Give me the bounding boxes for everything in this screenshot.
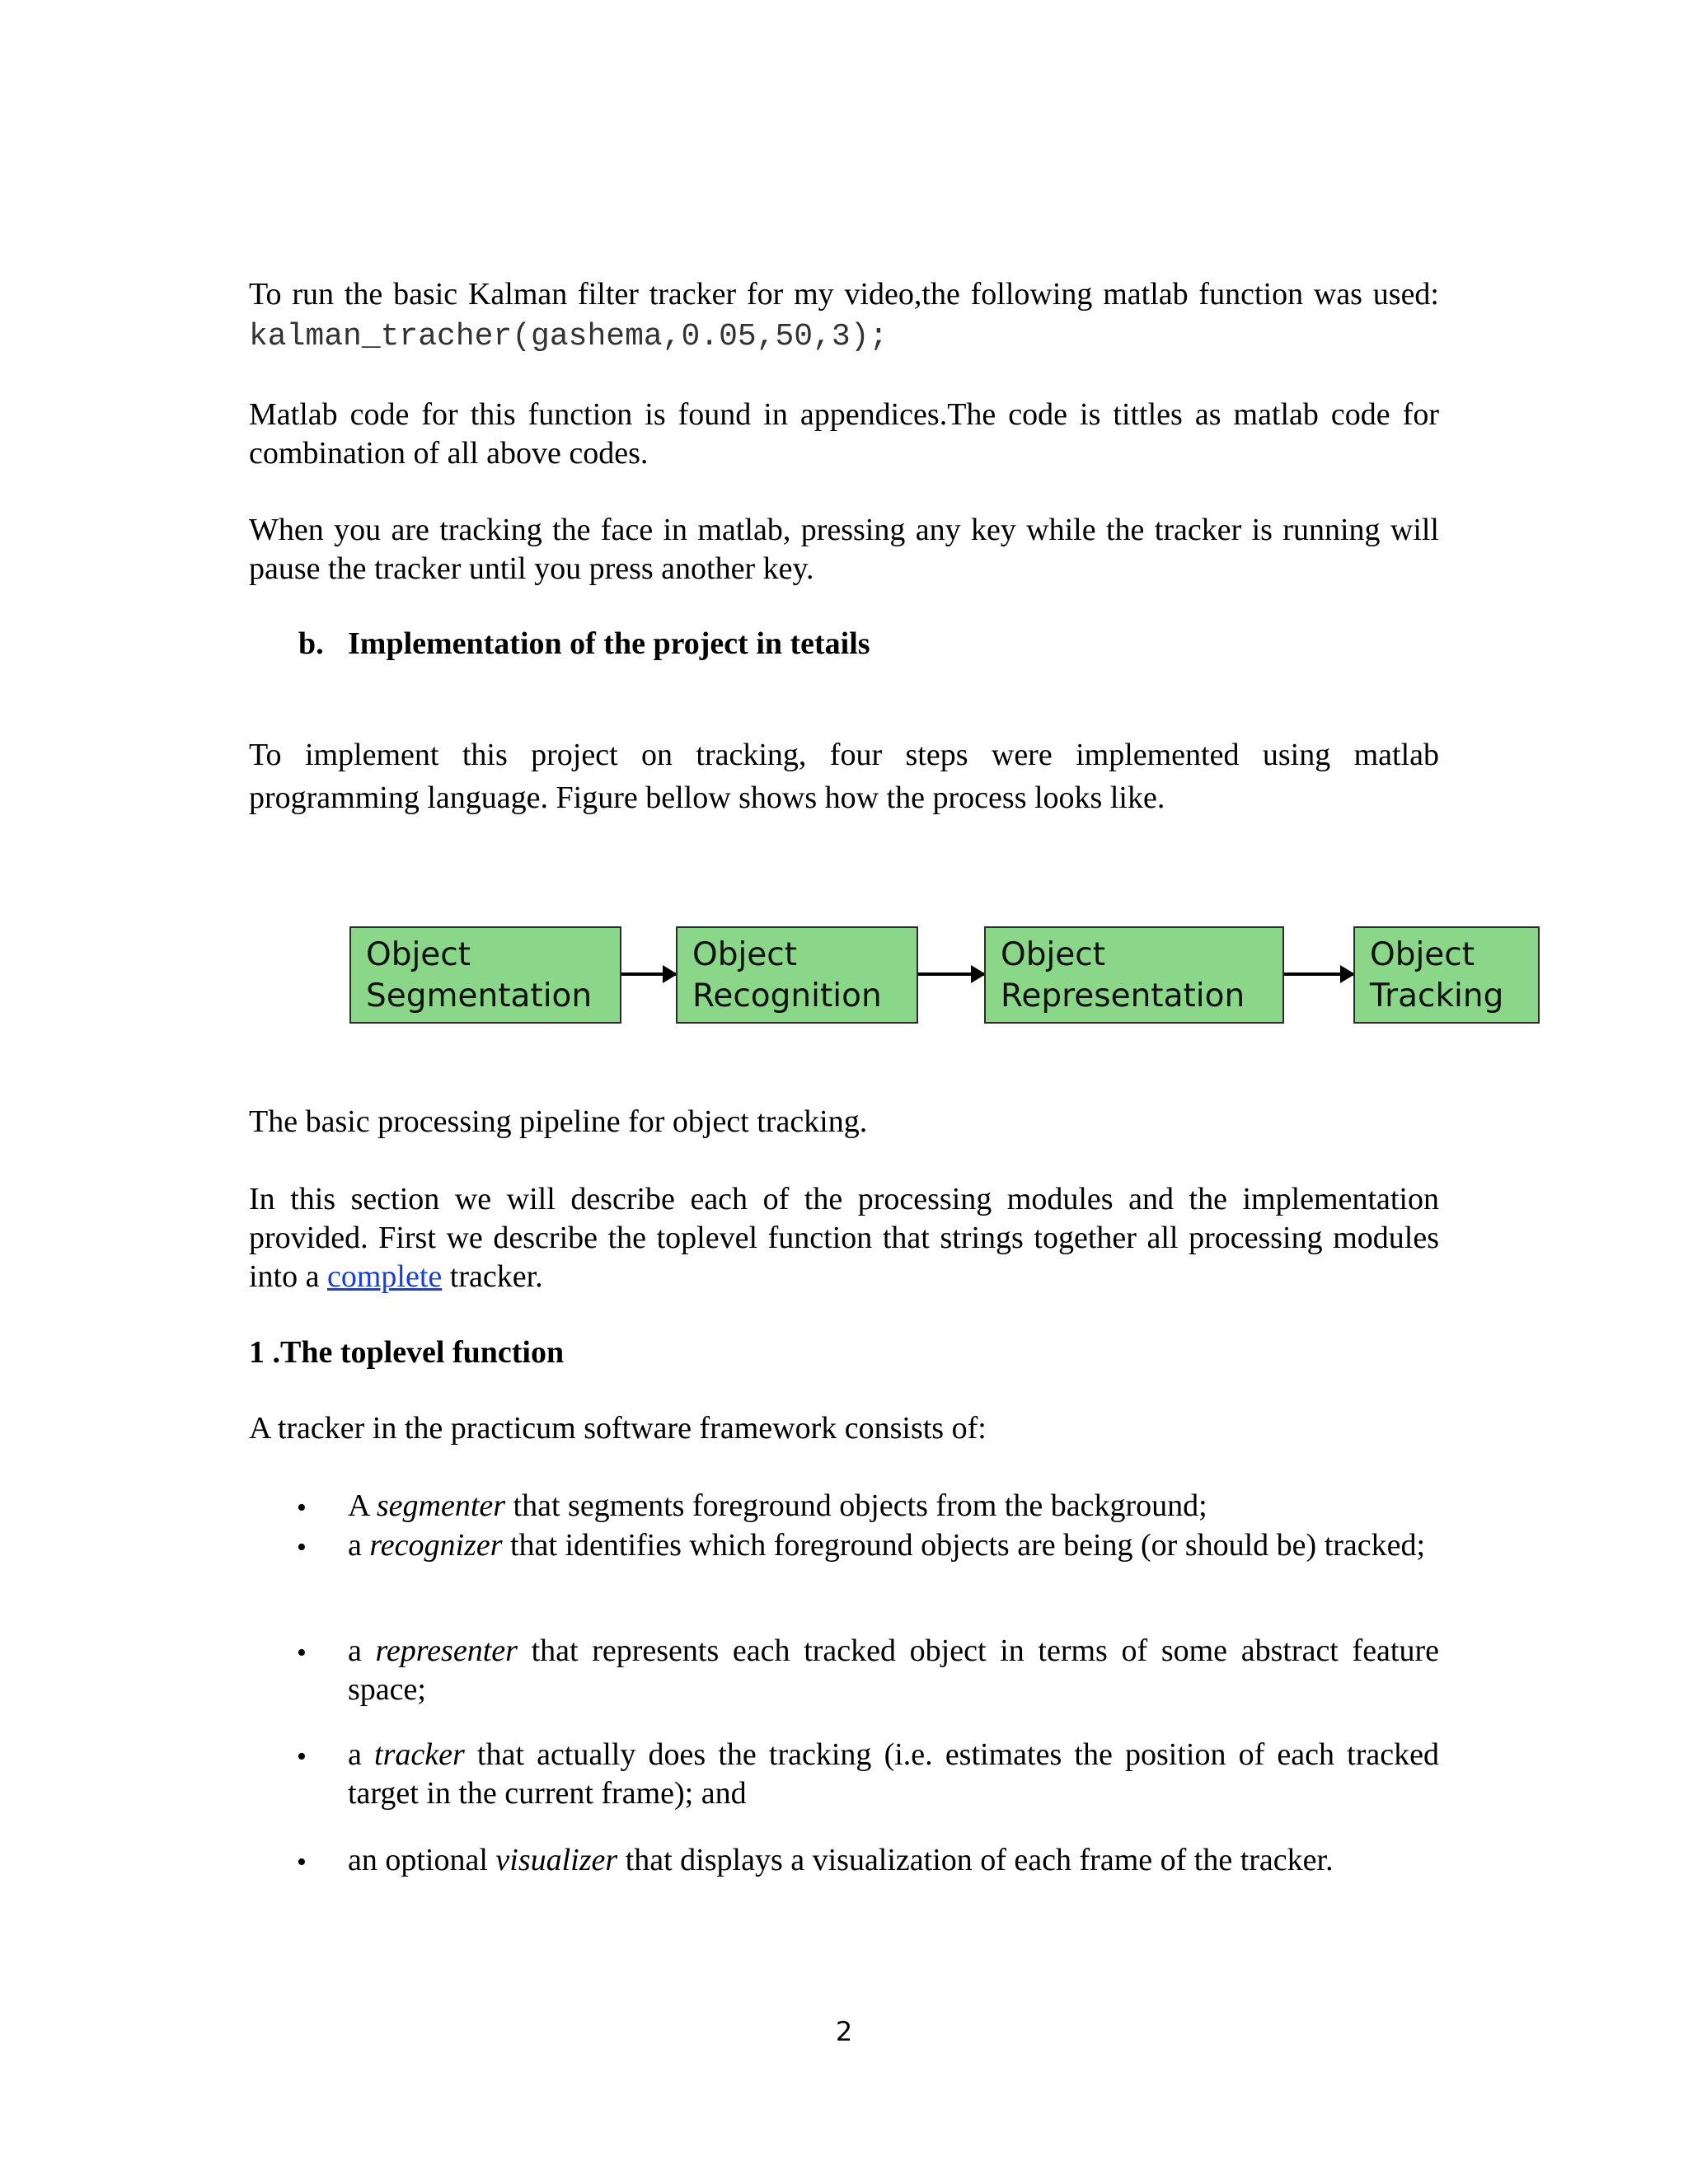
pipeline-step-recognition bbox=[676, 926, 918, 1024]
paragraph-matlab-code: Matlab code for this function is found in appendices.The code is tittles as matlab code for combination of all above codes. bbox=[249, 397, 1439, 471]
paragraph-section bbox=[249, 1180, 1439, 1296]
intro-text: To run the basic Kalman filter tracker for my video,the following matlab function was used: bbox=[249, 277, 1439, 312]
list-item: A segmenter that segments foreground objects from the background; bbox=[348, 1488, 1207, 1523]
code-snippet: kalman_tracher(gashema,0.05,50,3); bbox=[249, 319, 889, 354]
section-b-marker: b. bbox=[298, 626, 324, 661]
step-line1: Object bbox=[1001, 936, 1106, 973]
section-b-title: Implementation of the project in tetails bbox=[348, 626, 870, 661]
paragraph-implement: To implement this project on tracking, four steps were implemented using matlab programming language. Figure bellow shows how the process looks like. bbox=[249, 738, 1439, 815]
step-line1: Object bbox=[366, 936, 471, 973]
step-line1: Object bbox=[692, 936, 798, 973]
bullet-icon: • bbox=[297, 1638, 307, 1668]
step-line2: Tracking bbox=[1370, 977, 1504, 1015]
pipeline-step-representation bbox=[984, 926, 1284, 1024]
bullet-icon: • bbox=[297, 1493, 307, 1523]
step-line2: Representation bbox=[1001, 977, 1245, 1015]
page-number: 2 bbox=[835, 2016, 853, 2047]
pipeline-step-tracking bbox=[1353, 926, 1540, 1024]
heading-toplevel-function: 1 .The toplevel function bbox=[249, 1335, 565, 1370]
figure-caption: The basic processing pipeline for object tracking. bbox=[249, 1104, 868, 1139]
list-item: an optional visualizer that displays a visualization of each frame of the tracker. bbox=[348, 1843, 1334, 1877]
step-line2: Segmentation bbox=[366, 977, 593, 1015]
paragraph-tracker: A tracker in the practicum software framework consists of: bbox=[249, 1411, 987, 1446]
arrow-icon bbox=[1284, 972, 1353, 976]
complete-link[interactable]: complete bbox=[326, 1259, 443, 1294]
step-line1: Object bbox=[1370, 936, 1475, 973]
paragraph-pause: When you are tracking the face in matlab, pressing any key while the tracker is running will pause the tracker until you press another key. bbox=[249, 513, 1439, 586]
pipeline-step-segmentation bbox=[349, 926, 621, 1024]
section-text: In this section we will describe each of the processing modules and the implementation provided. First we describe the toplevel function that strings together all processing modules into a bbox=[249, 1182, 1439, 1294]
arrow-icon bbox=[918, 972, 984, 976]
section-text-end: tracker. bbox=[442, 1259, 543, 1294]
bullet-icon: • bbox=[297, 1532, 307, 1563]
list-item: a recognizer that identifies which foreground objects are being (or should be) tracked; bbox=[348, 1528, 1426, 1563]
bullet-icon: • bbox=[297, 1741, 307, 1772]
bullet-icon: • bbox=[297, 1847, 307, 1877]
list-item: a representer that represents each tracked object in terms of some abstract feature space; bbox=[348, 1633, 1440, 1707]
arrow-icon bbox=[621, 972, 676, 976]
list-item: a tracker that actually does the tracking (i.e. estimates the position of each tracked target in the current frame); and bbox=[348, 1737, 1439, 1811]
step-line2: Recognition bbox=[692, 977, 882, 1015]
